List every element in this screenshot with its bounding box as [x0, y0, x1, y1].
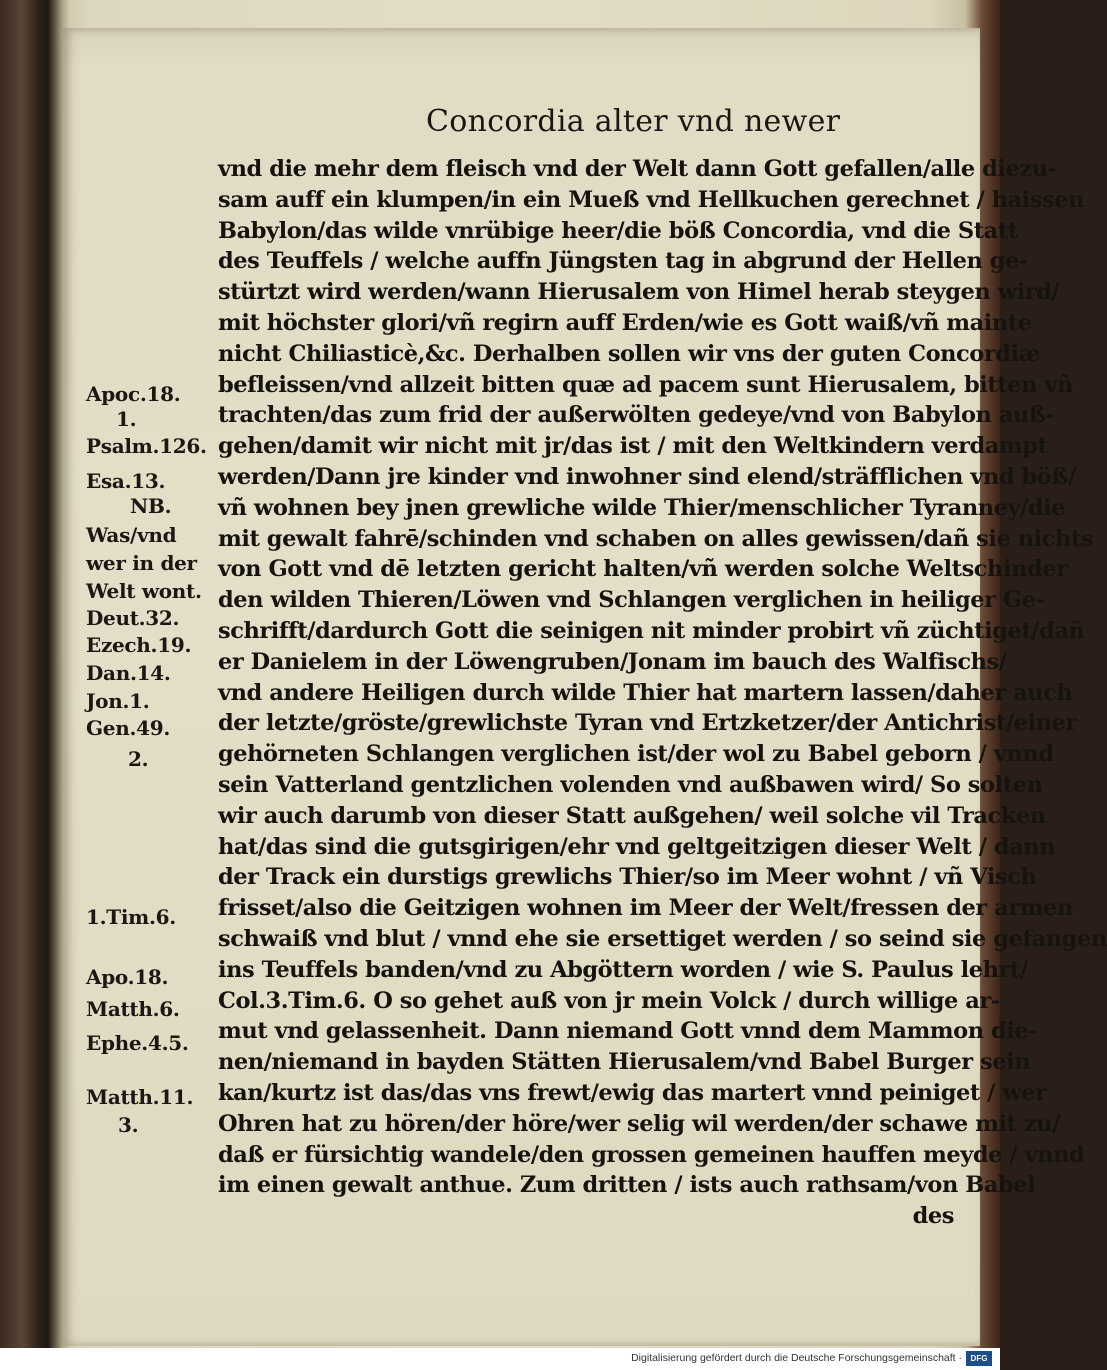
marginal-note: wer in der — [86, 551, 197, 575]
text-line: mut vnd gelassenheit. Dann niemand Gott vnnd dem Mammon die- — [218, 1018, 1038, 1045]
marginal-note: Matth.6. — [86, 997, 180, 1021]
text-line: daß er fürsichtig wandele/den grossen gemeinen hauffen meyde / vnnd — [218, 1141, 1085, 1168]
marginal-note: 1.Tim.6. — [86, 905, 176, 929]
text-line: hat/das sind die gutsgirigen/ehr vnd geltgeitzigen dieser Welt / dann — [218, 833, 1056, 860]
text-line: vnd andere Heiligen durch wilde Thier hat martern lassen/daher auch — [218, 679, 1073, 706]
text-line: nen/niemand in bayden Stätten Hierusalem/vnd Babel Burger sein — [218, 1049, 1031, 1076]
marginal-note: Deut.32. — [86, 606, 180, 630]
digitization-footer — [0, 1348, 1000, 1370]
marginal-note: Dan.14. — [86, 661, 171, 685]
text-line: kan/kurtz ist das/das vns frewt/ewig das martert vnnd peiniget / wer — [218, 1079, 1047, 1106]
text-line: trachten/das zum frid der außerwölten gedeye/vnd von Babylon auß- — [218, 402, 1055, 429]
marginal-note: Apo.18. — [86, 965, 169, 989]
marginal-note: Welt wont. — [86, 579, 202, 603]
catchword: des — [912, 1203, 954, 1230]
dfg-logo: DFG — [966, 1351, 992, 1366]
text-line: schrifft/dardurch Gott die seinigen nit minder probirt vñ züchtiget/dañ — [218, 617, 1085, 644]
marginal-note: NB. — [130, 494, 172, 518]
funding-notice: Digitalisierung gefördert durch die Deutsche Forschungsgemeinschaft · — [631, 1352, 962, 1364]
text-line: schwaiß vnd blut / vnnd ehe sie ersettiget werden / so seind sie gefangen — [218, 925, 1107, 952]
text-line: befleissen/vnd allzeit bitten quæ ad pacem sunt Hierusalem, bitten vñ — [218, 371, 1073, 398]
marginal-note: Was/vnd — [86, 523, 177, 547]
marginal-note: Jon.1. — [86, 689, 150, 713]
text-line: von Gott vnd dē letzten gericht halten/vñ werden solche Weltschinder — [218, 556, 1068, 583]
text-line: sein Vatterland gentzlichen volenden vnd außbawen wird/ So solten — [218, 771, 1043, 798]
marginal-note: 3. — [118, 1113, 139, 1137]
marginal-note: Matth.11. — [86, 1085, 194, 1109]
text-line: stürtzt wird werden/wann Hierusalem von Himel herab steygen wird/ — [218, 279, 1060, 306]
marginal-note: Ezech.19. — [86, 633, 192, 657]
main-text-block — [218, 154, 1107, 1232]
marginal-note: Gen.49. — [86, 716, 171, 740]
text-line: der letzte/gröste/grewlichste Tyran vnd Ertzketzer/der Antichrist/einer — [218, 710, 1077, 737]
text-line: Ohren hat zu hören/der höre/wer selig wil werden/der schawe mit zu/ — [218, 1110, 1060, 1137]
text-line: gehörneten Schlangen verglichen ist/der wol zu Babel geborn / vnnd — [218, 741, 1054, 768]
text-line: mit höchster glori/vñ regirn auff Erden/wie es Gott waiß/vñ mainte — [218, 309, 1032, 336]
text-line: wir auch darumb von dieser Statt außgehen/ weil solche vil Tracken — [218, 802, 1046, 829]
text-line: der Track ein durstigs grewlichs Thier/so im Meer wohnt / vñ Visch — [218, 864, 1037, 891]
text-line: Babylon/das wilde vnrübige heer/die böß Concordia, vnd die Statt — [218, 217, 1018, 244]
text-line: vnd die mehr dem fleisch vnd der Welt dann Gott gefallen/alle diezu- — [218, 156, 1057, 182]
marginal-note: 2. — [128, 747, 149, 771]
marginal-note: Ephe.4.5. — [86, 1031, 189, 1055]
text-line: ins Teuffels banden/vnd zu Abgöttern worden / wie S. Paulus lehrt/ — [218, 956, 1028, 983]
marginal-note: Esa.13. — [86, 469, 166, 493]
text-line: werden/Dann jre kinder vnd inwohner sind elend/sträfflichen vnd böß/ — [218, 463, 1076, 490]
marginal-note: Apoc.18. — [86, 382, 181, 406]
running-header: Concordia alter vnd newer — [426, 104, 841, 139]
text-line: er Danielem in der Löwengruben/Jonam im bauch des Walfischs/ — [218, 648, 1007, 675]
text-line: Col.3.Tim.6. O so gehet auß von jr mein Volck / durch willige ar- — [218, 987, 1000, 1014]
text-line: des Teuffels / welche auffn Jüngsten tag in abgrund der Hellen ge- — [218, 248, 1028, 275]
text-line: mit gewalt fahrē/schinden vnd schaben on alles gewissen/dañ sie nichts — [218, 525, 1094, 552]
text-line: gehen/damit wir nicht mit jr/das ist / mit den Weltkindern verdampt — [218, 433, 1048, 460]
text-line: frisset/also die Geitzigen wohnen im Meer der Welt/fressen der armen — [218, 895, 1073, 922]
text-line: im einen gewalt anthue. Zum dritten / ists auch rathsam/von Babel — [218, 1172, 1036, 1199]
marginal-note: Psalm.126. — [86, 434, 207, 458]
text-line: vñ wohnen bey jnen grewliche wilde Thier/menschlicher Tyranney/die — [218, 494, 1066, 521]
text-line: nicht Chiliasticè,&c. Derhalben sollen wir vns der guten Concordiæ — [218, 340, 1041, 367]
text-line: den wilden Thieren/Löwen vnd Schlangen verglichen in heiliger Ge- — [218, 587, 1045, 614]
text-line: sam auff ein klumpen/in ein Mueß vnd Hellkuchen gerechnet / haissen — [218, 186, 1085, 213]
marginal-note: 1. — [116, 407, 137, 431]
